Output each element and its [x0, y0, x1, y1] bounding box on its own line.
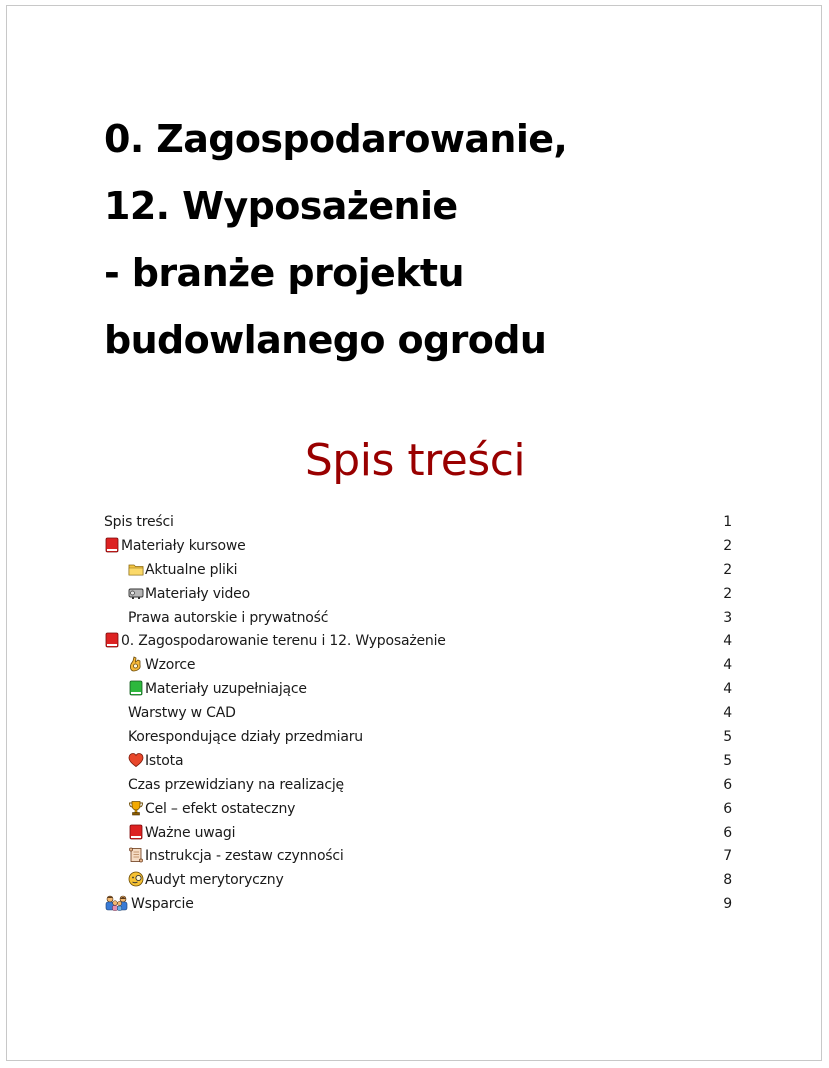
- toc-entry-label[interactable]: Materiały uzupełniające: [145, 681, 307, 698]
- toc-entry[interactable]: [104, 559, 732, 583]
- toc-entry-label[interactable]: Wsparcie: [131, 896, 194, 913]
- toc-entry-label[interactable]: 0. Zagospodarowanie terenu i 12. Wyposażenie: [121, 633, 446, 650]
- toc-page-number: 1: [723, 514, 732, 530]
- toc-page-number: 3: [723, 609, 732, 626]
- toc-entry[interactable]: [104, 869, 732, 893]
- toc-entry[interactable]: [104, 535, 732, 559]
- toc-page-number: 4: [723, 633, 732, 650]
- toc-entry-label[interactable]: Warstwy w CAD: [128, 705, 236, 722]
- toc-entry-label[interactable]: Instrukcja - zestaw czynności: [145, 848, 344, 865]
- toc-entry-label[interactable]: Aktualne pliki: [145, 561, 238, 578]
- toc-page-number: 2: [723, 537, 732, 554]
- toc-entry[interactable]: [104, 893, 732, 917]
- toc-entry[interactable]: [104, 845, 732, 869]
- monocle-face-icon: [128, 871, 144, 887]
- heart-icon: [128, 752, 144, 768]
- title-line: budowlanego ogrodu: [104, 318, 547, 362]
- toc-page-number: 2: [723, 585, 732, 602]
- toc-page-number: 6: [723, 776, 732, 793]
- red-book-icon: [128, 824, 144, 840]
- toc-entry-label[interactable]: Prawa autorskie i prywatność: [128, 609, 329, 626]
- toc-entry-label[interactable]: Ważne uwagi: [145, 824, 236, 841]
- red-book-icon: [104, 537, 120, 553]
- toc-page-number: 5: [723, 729, 732, 746]
- toc-entry-label[interactable]: Wzorce: [145, 657, 196, 674]
- toc-entry[interactable]: [104, 750, 732, 774]
- toc-entry[interactable]: [104, 630, 732, 654]
- toc-page-number: 6: [723, 800, 732, 817]
- toc-page-number: 4: [723, 657, 732, 674]
- toc-entry[interactable]: [104, 511, 732, 535]
- trophy-icon: [128, 800, 144, 816]
- toc-entry[interactable]: [104, 726, 732, 750]
- toc-entry-label[interactable]: Czas przewidziany na realizację: [128, 776, 344, 793]
- document-title: [104, 106, 567, 374]
- scroll-icon: [128, 847, 144, 863]
- family-icon: [104, 895, 130, 911]
- toc-entry-label[interactable]: Materiały kursowe: [121, 537, 246, 554]
- title-line: - branże projektu: [104, 251, 464, 295]
- toc-heading: Spis treści: [304, 435, 526, 486]
- toc-page-number: 8: [723, 872, 732, 889]
- toc-entry-label[interactable]: Spis treści: [104, 514, 174, 530]
- toc-entry-label[interactable]: Cel – efekt ostateczny: [145, 800, 296, 817]
- toc-entry[interactable]: [104, 583, 732, 607]
- toc-entry[interactable]: [104, 607, 732, 631]
- title-line: 12. Wyposażenie: [104, 184, 458, 228]
- green-book-icon: [128, 680, 144, 696]
- toc-entry-label[interactable]: Audyt merytoryczny: [145, 872, 284, 889]
- toc-entry[interactable]: [104, 798, 732, 822]
- ok-hand-icon: [128, 656, 144, 672]
- toc-page-number: 6: [723, 824, 732, 841]
- toc-page-number: 7: [723, 848, 732, 865]
- toc-entry-label[interactable]: Istota: [145, 752, 184, 769]
- toc-entry[interactable]: [104, 678, 732, 702]
- toc-entry[interactable]: [104, 822, 732, 846]
- toc-page-number: 4: [723, 681, 732, 698]
- toc-entry[interactable]: [104, 774, 732, 798]
- toc-page-number: 9: [723, 896, 732, 913]
- toc-page-number: 2: [723, 561, 732, 578]
- title-line: 0. Zagospodarowanie,: [104, 117, 568, 161]
- projector-icon: [128, 585, 144, 601]
- red-book-icon: [104, 632, 120, 648]
- folder-icon: [128, 561, 144, 577]
- toc-entry-label[interactable]: Materiały video: [145, 585, 250, 602]
- toc-page-number: 5: [723, 752, 732, 769]
- toc-entry-label[interactable]: Korespondujące działy przedmiaru: [128, 729, 363, 746]
- toc-page-number: 4: [723, 705, 732, 722]
- toc-entry[interactable]: [104, 654, 732, 678]
- document-page: [6, 5, 822, 1061]
- toc-entry[interactable]: [104, 702, 732, 726]
- table-of-contents: [104, 511, 732, 917]
